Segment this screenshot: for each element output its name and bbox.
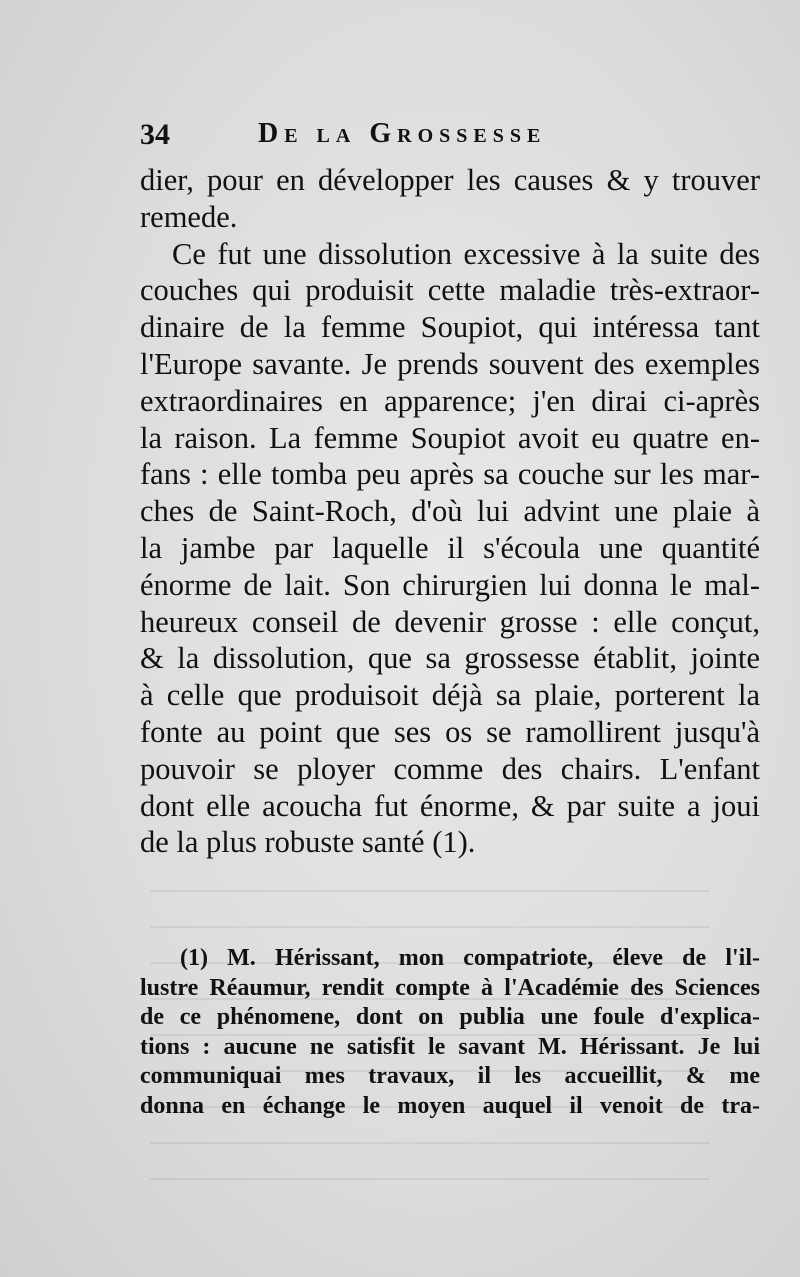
text-line: fans : elle tomba peu après sa couche sur les mar- <box>140 457 760 492</box>
footnote-line: de ce phénomene, dont on publia une foule d'explica- <box>140 1004 760 1030</box>
main-text <box>140 162 760 861</box>
text-line: la raison. La femme Soupiot avoit eu quatre en- <box>140 420 760 455</box>
text-line: énorme de lait. Son chirurgien lui donna le mal- <box>140 567 760 602</box>
footnote-line: lustre Réaumur, rendit compte à l'Académie des Sciences <box>140 974 760 1001</box>
text-line: l'Europe savante. Je prends souvent des exemples <box>140 346 760 381</box>
page-header <box>140 114 760 154</box>
text-line: la jambe par laquelle il s'écoula une quantité <box>140 530 760 565</box>
footnote-line: donna en échange le moyen auquel il venoit de tra- <box>140 1092 760 1119</box>
footnote <box>140 944 760 1121</box>
running-head: De la Grossesse <box>258 118 547 149</box>
text-line: fonte au point que ses os se ramollirent jusqu'à <box>140 714 760 749</box>
text-line: pouvoir se ployer comme des chairs. L'enfant <box>140 751 760 786</box>
footnote-line: communiquai mes travaux, il les accueillit, & me <box>140 1063 760 1089</box>
text-line: & la dissolution, que sa grossesse établit, jointe <box>140 641 760 676</box>
text-line: ches de Saint-Roch, d'où lui advint une plaie à <box>140 494 760 529</box>
footnote-line: (1) M. Hérissant, mon compatriote, éleve de l'il- <box>180 945 760 971</box>
footnote-line: tions : aucune ne satisfit le savant M. Hérissant. Je lui <box>140 1033 760 1060</box>
text-line: remede. <box>140 199 238 234</box>
page-number: 34 <box>140 118 170 151</box>
text-line: extraordinaires en apparence; j'en dirai ci-après <box>140 383 760 418</box>
text-line: à celle que produisoit déjà sa plaie, porterent la <box>140 678 760 713</box>
text-line: dinaire de la femme Soupiot, qui intéressa tant <box>140 310 760 345</box>
text-line: dont elle acoucha fut énorme, & par suite a joui <box>140 788 760 823</box>
text-line: de la plus robuste santé (1). <box>140 825 476 860</box>
text-line: couches qui produisit cette maladie très-extraor- <box>140 273 760 308</box>
text-line: dier, pour en développer les causes & y trouver <box>140 163 760 197</box>
text-line: heureux conseil de devenir grosse : elle conçut, <box>140 604 760 639</box>
text-line: Ce fut une dissolution excessive à la suite des <box>172 236 760 271</box>
